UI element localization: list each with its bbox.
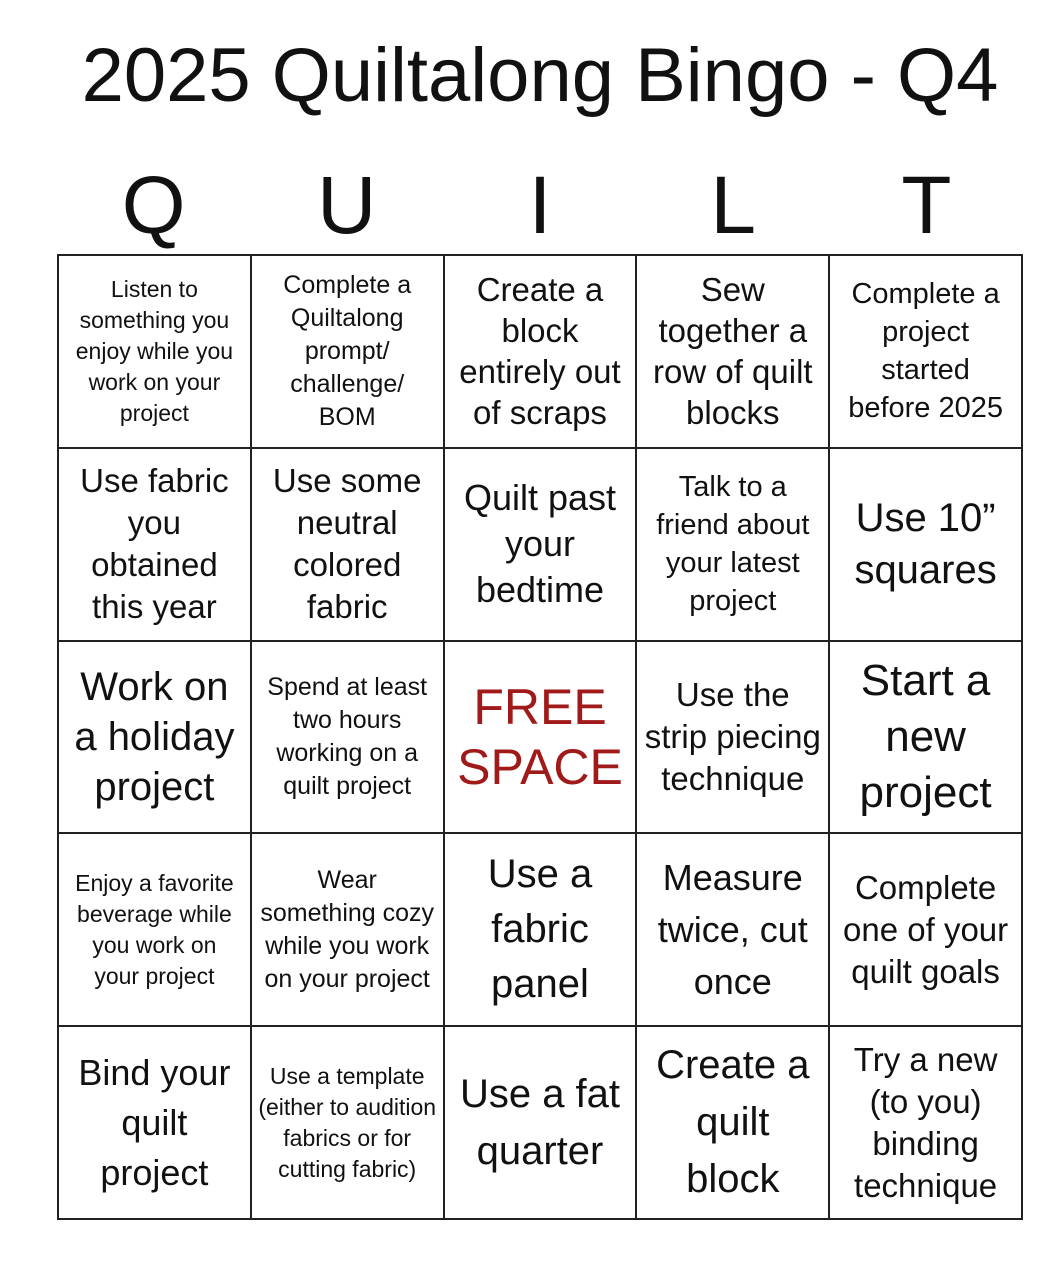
bingo-cell-text: Use a fabric panel: [487, 852, 593, 1007]
bingo-cell-r1c5[interactable]: [830, 256, 1023, 449]
header-letter-l: L: [710, 160, 756, 251]
bingo-cell-r3c1[interactable]: [59, 642, 252, 835]
bingo-cell-text: Try a new (to you) binding technique: [853, 1040, 998, 1204]
bingo-cell-r5c3[interactable]: [445, 1027, 638, 1220]
bingo-cell-r3c3[interactable]: [445, 642, 638, 835]
bingo-cell-text: Use a template (either to audition fabrics or for cutting fabric): [258, 1062, 437, 1182]
bingo-cell-r1c4[interactable]: [637, 256, 830, 449]
bingo-board: [57, 254, 1023, 1220]
bingo-header: [57, 158, 1023, 253]
bingo-cell-r1c2[interactable]: [252, 256, 445, 449]
bingo-cell-text: Listen to something you enjoy while you work on your project: [75, 275, 234, 426]
bingo-cell-text: Use the strip piecing technique: [644, 675, 821, 797]
bingo-cell-text: Complete one of your quilt goals: [843, 868, 1009, 990]
bingo-cell-text: Use 10” squares: [854, 496, 997, 593]
bingo-cell-r4c2[interactable]: [252, 834, 445, 1027]
bingo-cell-r1c1[interactable]: [59, 256, 252, 449]
bingo-cell-r2c4[interactable]: [637, 449, 830, 642]
bingo-cell-text: Create a quilt block: [656, 1043, 810, 1202]
bingo-cell-r2c1[interactable]: [59, 449, 252, 642]
bingo-cell-text: Create a block entirely out of scraps: [459, 271, 621, 432]
header-letter-i: I: [528, 160, 552, 251]
bingo-cell-r4c4[interactable]: [637, 834, 830, 1027]
bingo-cell-text: Complete a Quiltalong prompt/ challenge/ BOM: [283, 270, 412, 431]
bingo-cell-text: Bind your quilt project: [78, 1051, 231, 1193]
bingo-cell-r4c1[interactable]: [59, 834, 252, 1027]
bingo-cell-text: Use some neutral colored fabric: [272, 462, 422, 626]
bingo-cell-text: Spend at least two hours working on a quilt project: [267, 672, 428, 800]
bingo-cell-text: Quilt past your bedtime: [463, 477, 617, 611]
bingo-cell-text: Measure twice, cut once: [657, 856, 808, 1002]
bingo-cell-text: Complete a project started before 2025: [848, 278, 1003, 425]
header-letter-t: T: [901, 160, 952, 251]
bingo-cell-r2c5[interactable]: [830, 449, 1023, 642]
bingo-cell-r4c3[interactable]: [445, 834, 638, 1027]
bingo-cell-text: Start a new project: [859, 655, 992, 817]
bingo-cell-r5c1[interactable]: [59, 1027, 252, 1220]
page-title: 2025 Quiltalong Bingo - Q4: [81, 33, 999, 118]
bingo-cell-r5c5[interactable]: [830, 1027, 1023, 1220]
bingo-cell-text: Wear something cozy while you work on your project: [260, 865, 435, 993]
bingo-cell-text: Talk to a friend about your latest project: [656, 471, 810, 618]
bingo-cell-r3c4[interactable]: [637, 642, 830, 835]
header-letter-u: U: [317, 160, 377, 251]
bingo-cell-r4c5[interactable]: [830, 834, 1023, 1027]
bingo-cell-text: Use a fat quarter: [459, 1071, 621, 1173]
bingo-cell-text: Sew together a row of quilt blocks: [653, 271, 813, 432]
bingo-cell-r2c2[interactable]: [252, 449, 445, 642]
bingo-cell-text: Work on a holiday project: [74, 664, 235, 809]
header-letter-q: Q: [121, 160, 186, 251]
bingo-cell-text: Enjoy a favorite beverage while you work on your project: [75, 869, 234, 989]
free-space-label: FREE SPACE: [457, 678, 623, 795]
bingo-cell-r2c3[interactable]: [445, 449, 638, 642]
bingo-cell-r3c2[interactable]: [252, 642, 445, 835]
bingo-cell-r1c3[interactable]: [445, 256, 638, 449]
bingo-cell-r5c2[interactable]: [252, 1027, 445, 1220]
bingo-cell-text: Use fabric you obtained this year: [80, 462, 229, 626]
bingo-cell-r3c5[interactable]: [830, 642, 1023, 835]
bingo-cell-r5c4[interactable]: [637, 1027, 830, 1220]
